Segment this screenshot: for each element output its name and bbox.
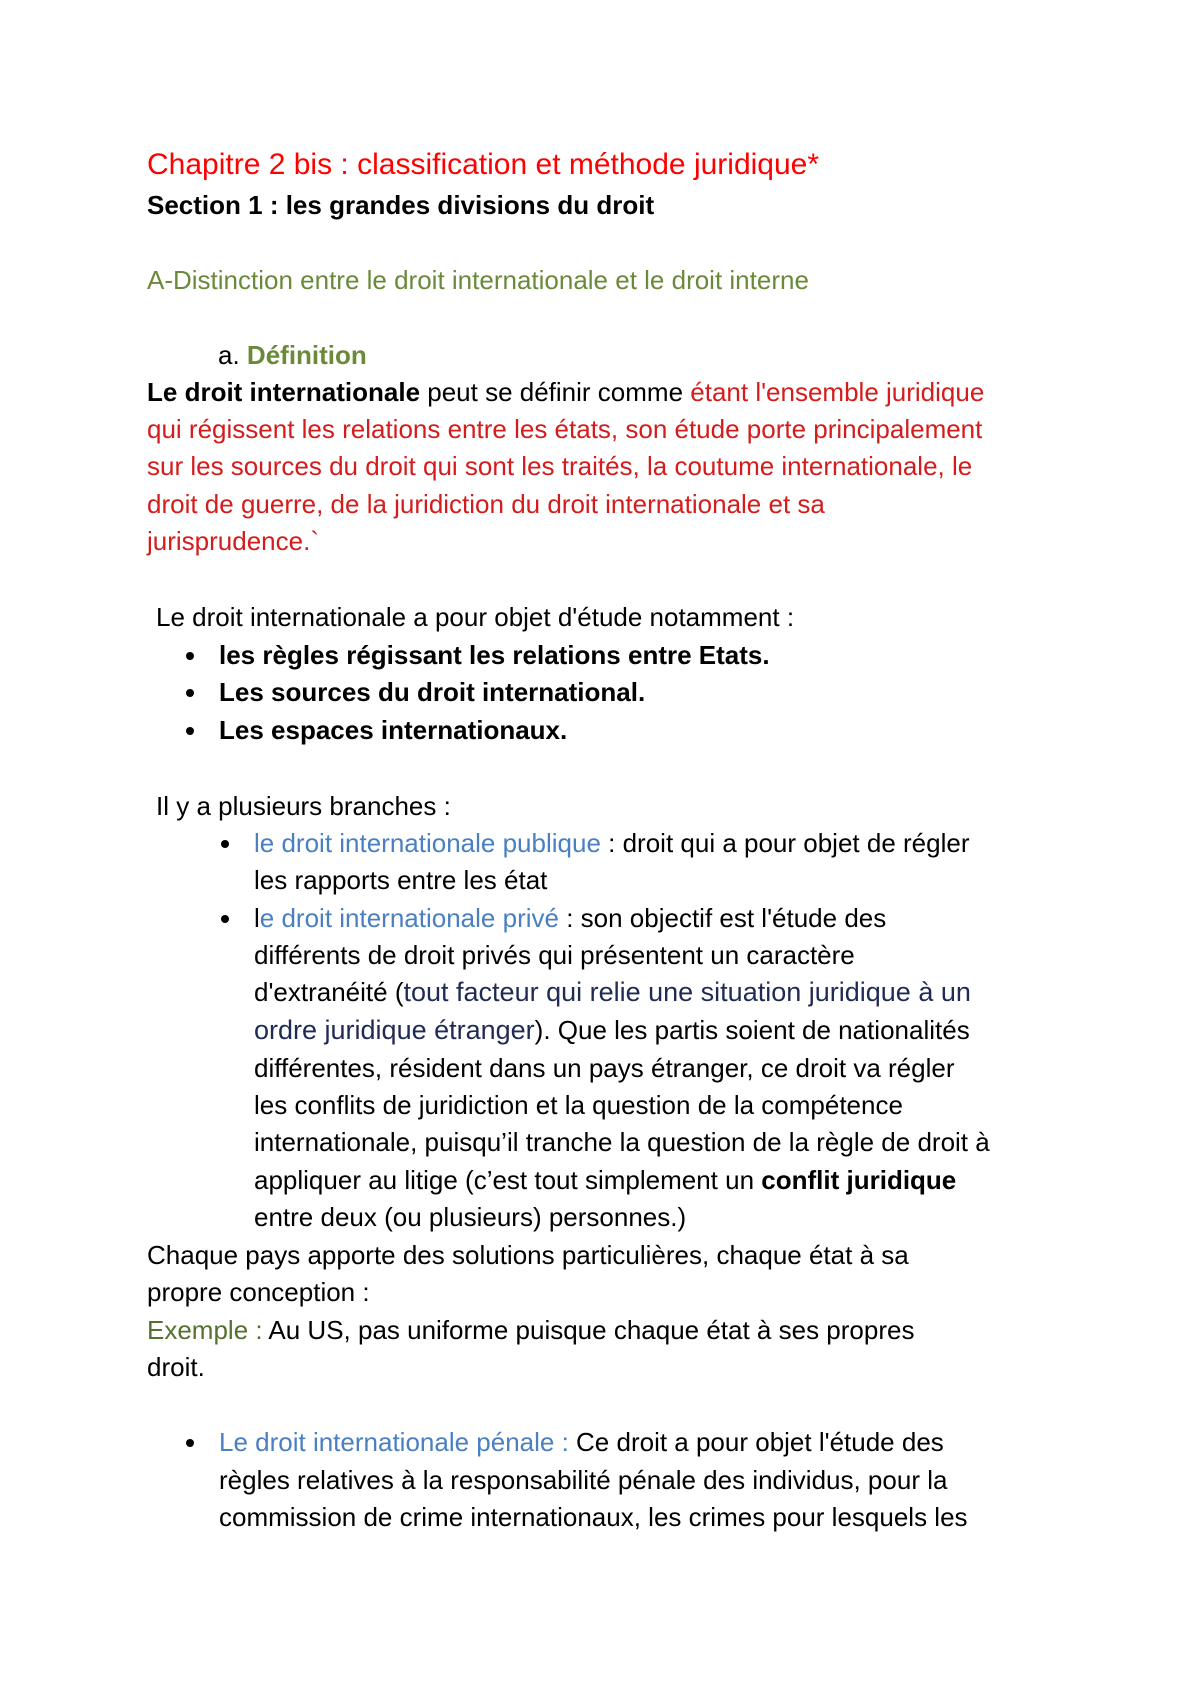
branch-prive-line-7: internationale, puisqu’il tranche la question de la règle de droit à: [254, 1127, 990, 1157]
branch-publique-text: : droit qui a pour objet de régler: [600, 828, 970, 858]
chaque-pays-line-1: Chaque pays apporte des solutions particulières, chaque état à sa: [147, 1240, 909, 1270]
branch-penale-text: Ce droit a pour objet l'étude des: [576, 1427, 944, 1457]
bullet-icon: [186, 652, 194, 660]
branch-prive-text: ). Que les partis soient de nationalités: [534, 1015, 970, 1045]
branch-penale-line-1: [219, 1427, 944, 1457]
branch-prive-note: tout facteur qui relie une situation juridique à un: [403, 977, 971, 1007]
branch-prive-line-8: [254, 1165, 956, 1195]
definition-red-text: étant l'ensemble juridique: [690, 377, 985, 407]
branch-prive-prefix: l: [254, 903, 260, 933]
branch-penale-term: Le droit internationale pénale :: [219, 1427, 577, 1457]
bullet-icon: [186, 727, 194, 735]
definition-line-3: sur les sources du droit qui sont les traités, la coutume internationale, le: [147, 451, 973, 481]
chaque-pays-line-2: propre conception :: [147, 1277, 370, 1307]
branch-prive-note: ordre juridique étranger: [254, 1015, 535, 1045]
branch-prive-term: e droit internationale privé: [259, 903, 559, 933]
branch-publique-line-2: les rapports entre les état: [254, 865, 548, 895]
branches-intro: Il y a plusieurs branches :: [156, 791, 451, 821]
definition-marker: a.: [218, 340, 240, 370]
objet-item: les règles régissant les relations entre Etats.: [219, 640, 770, 670]
branch-publique-term: le droit internationale publique: [254, 828, 601, 858]
exemple-line-1: [147, 1315, 914, 1345]
section-heading: Section 1 : les grandes divisions du droit: [147, 190, 655, 220]
branch-prive-text: appliquer au litige (c’est tout simplement un: [254, 1165, 762, 1195]
bullet-icon: [186, 689, 194, 697]
objet-item: Les espaces internationaux.: [219, 715, 568, 745]
definition-line-1: [147, 377, 984, 407]
bullet-icon: [221, 840, 229, 848]
definition-label: Définition: [246, 340, 367, 370]
branch-penale-line-3: commission de crime internationaux, les crimes pour lesquels les: [219, 1502, 968, 1532]
branch-prive-text: d'extranéité (: [254, 977, 404, 1007]
definition-line-2: qui régissent les relations entre les états, son étude porte principalement: [147, 414, 983, 444]
exemple-line-2: droit.: [147, 1352, 205, 1382]
branch-prive-line-2: différents de droit privés qui présentent un caractère: [254, 940, 855, 970]
definition-line-4: droit de guerre, de la juridiction du droit internationale et sa: [147, 489, 825, 519]
branch-prive-line-3: [254, 977, 971, 1007]
objet-item: Les sources du droit international.: [219, 677, 646, 707]
branch-prive-line-1: [254, 903, 886, 933]
definition-text: peut se définir comme: [420, 377, 691, 407]
bullet-icon: [221, 915, 229, 923]
branch-prive-bold-term: conflit juridique: [761, 1165, 957, 1195]
branch-prive-line-6: les conflits de juridiction et la question de la compétence: [254, 1090, 903, 1120]
branch-prive-line-4: [254, 1015, 970, 1045]
branch-publique-line-1: [254, 828, 969, 858]
exemple-label: Exemple :: [147, 1315, 269, 1345]
branch-prive-line-9: entre deux (ou plusieurs) personnes.): [254, 1202, 687, 1232]
definition-term: Le droit internationale: [147, 377, 421, 407]
definition-heading: [218, 340, 367, 370]
branch-prive-text: : son objectif est l'étude des: [558, 903, 887, 933]
branch-penale-line-2: règles relatives à la responsabilité pénale des individus, pour la: [219, 1465, 948, 1495]
bullet-icon: [186, 1439, 194, 1447]
objet-intro: Le droit internationale a pour objet d'étude notamment :: [156, 602, 795, 632]
definition-line-5: jurisprudence.`: [147, 526, 319, 556]
subsection-heading: A-Distinction entre le droit internationale et le droit interne: [147, 265, 809, 295]
branch-prive-line-5: différentes, résident dans un pays étranger, ce droit va régler: [254, 1053, 955, 1083]
chapter-title: Chapitre 2 bis : classification et méthode juridique*: [147, 148, 820, 181]
exemple-text: Au US, pas uniforme puisque chaque état à ses propres: [268, 1315, 915, 1345]
